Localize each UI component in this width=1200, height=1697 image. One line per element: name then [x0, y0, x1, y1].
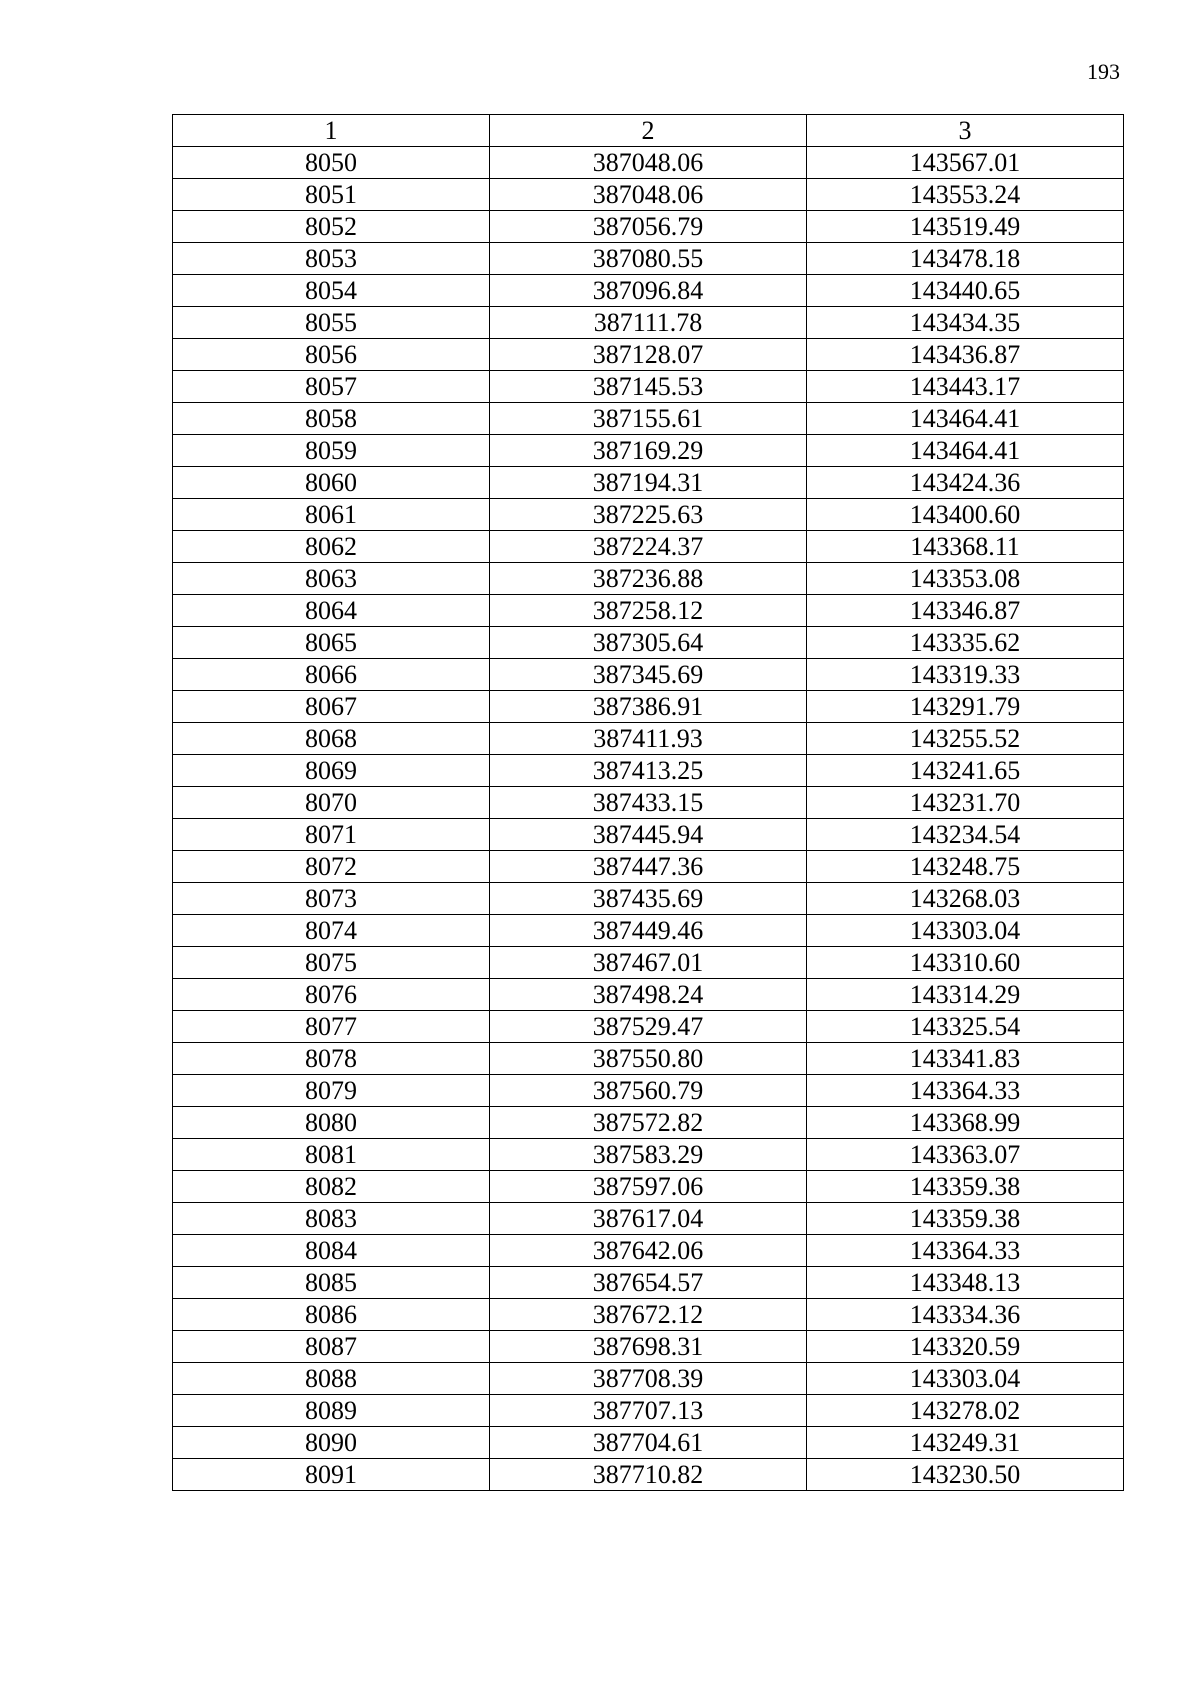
table-cell-col-2: 387698.31	[490, 1331, 807, 1363]
table-row	[173, 563, 1124, 595]
table-cell-col-3: 143436.87	[807, 339, 1124, 371]
table-cell-col-1: 8070	[173, 787, 490, 819]
table-cell-col-2: 387258.12	[490, 595, 807, 627]
table-cell-col-2: 387048.06	[490, 179, 807, 211]
table-cell-col-2: 387447.36	[490, 851, 807, 883]
table-cell-col-1: 8076	[173, 979, 490, 1011]
table-cell-col-3: 143434.35	[807, 307, 1124, 339]
table-row	[173, 1107, 1124, 1139]
table-cell-col-2: 387305.64	[490, 627, 807, 659]
table-cell-col-1: 8082	[173, 1171, 490, 1203]
table-header	[173, 115, 1124, 147]
table-cell-col-2: 387708.39	[490, 1363, 807, 1395]
table-cell-col-2: 387096.84	[490, 275, 807, 307]
table-cell-col-2: 387572.82	[490, 1107, 807, 1139]
table-row	[173, 499, 1124, 531]
table-cell-col-1: 8072	[173, 851, 490, 883]
table-cell-col-1: 8051	[173, 179, 490, 211]
table-row	[173, 179, 1124, 211]
table-cell-col-2: 387642.06	[490, 1235, 807, 1267]
table-cell-col-1: 8071	[173, 819, 490, 851]
table-row	[173, 627, 1124, 659]
table-cell-col-1: 8079	[173, 1075, 490, 1107]
table-cell-col-1: 8055	[173, 307, 490, 339]
table-cell-col-1: 8069	[173, 755, 490, 787]
table-cell-col-2: 387449.46	[490, 915, 807, 947]
table-cell-col-1: 8085	[173, 1267, 490, 1299]
table-cell-col-3: 143241.65	[807, 755, 1124, 787]
table-row	[173, 883, 1124, 915]
table-cell-col-2: 387707.13	[490, 1395, 807, 1427]
table-cell-col-3: 143278.02	[807, 1395, 1124, 1427]
table-row	[173, 307, 1124, 339]
table-cell-col-3: 143400.60	[807, 499, 1124, 531]
table-body	[173, 147, 1124, 1491]
table-cell-col-1: 8088	[173, 1363, 490, 1395]
table-cell-col-3: 143335.62	[807, 627, 1124, 659]
coordinates-table	[172, 114, 1124, 1491]
table-cell-col-2: 387111.78	[490, 307, 807, 339]
table-cell-col-1: 8057	[173, 371, 490, 403]
header-row	[173, 115, 1124, 147]
table-row	[173, 243, 1124, 275]
table-cell-col-3: 143320.59	[807, 1331, 1124, 1363]
table-cell-col-2: 387654.57	[490, 1267, 807, 1299]
table-cell-col-1: 8077	[173, 1011, 490, 1043]
table-cell-col-1: 8056	[173, 339, 490, 371]
table-cell-col-1: 8090	[173, 1427, 490, 1459]
table-row	[173, 1459, 1124, 1491]
table-row	[173, 819, 1124, 851]
table-row	[173, 915, 1124, 947]
table-cell-col-2: 387225.63	[490, 499, 807, 531]
table-cell-col-3: 143440.65	[807, 275, 1124, 307]
table-row	[173, 1395, 1124, 1427]
table-cell-col-3: 143519.49	[807, 211, 1124, 243]
table-cell-col-2: 387529.47	[490, 1011, 807, 1043]
table-cell-col-1: 8075	[173, 947, 490, 979]
table-cell-col-2: 387467.01	[490, 947, 807, 979]
table-cell-col-1: 8066	[173, 659, 490, 691]
table-row	[173, 1363, 1124, 1395]
table-cell-col-3: 143303.04	[807, 915, 1124, 947]
table-cell-col-3: 143303.04	[807, 1363, 1124, 1395]
table-cell-col-3: 143249.31	[807, 1427, 1124, 1459]
table-cell-col-2: 387155.61	[490, 403, 807, 435]
table-row	[173, 339, 1124, 371]
table-cell-col-2: 387236.88	[490, 563, 807, 595]
table-cell-col-3: 143363.07	[807, 1139, 1124, 1171]
table-cell-col-1: 8054	[173, 275, 490, 307]
table-row	[173, 147, 1124, 179]
table-row	[173, 659, 1124, 691]
table-row	[173, 435, 1124, 467]
table-cell-col-3: 143368.99	[807, 1107, 1124, 1139]
table-cell-col-2: 387080.55	[490, 243, 807, 275]
table-row	[173, 275, 1124, 307]
table-row	[173, 691, 1124, 723]
table-cell-col-3: 143319.33	[807, 659, 1124, 691]
table-cell-col-3: 143291.79	[807, 691, 1124, 723]
table-cell-col-3: 143334.36	[807, 1299, 1124, 1331]
table-row	[173, 1139, 1124, 1171]
table-row	[173, 531, 1124, 563]
table-cell-col-2: 387710.82	[490, 1459, 807, 1491]
table-cell-col-3: 143553.24	[807, 179, 1124, 211]
table-row	[173, 1331, 1124, 1363]
table-cell-col-3: 143364.33	[807, 1235, 1124, 1267]
column-header-1: 1	[173, 115, 490, 147]
table-cell-col-2: 387056.79	[490, 211, 807, 243]
table-cell-col-1: 8084	[173, 1235, 490, 1267]
table-row	[173, 723, 1124, 755]
table-row	[173, 1299, 1124, 1331]
table-cell-col-2: 387597.06	[490, 1171, 807, 1203]
table-row	[173, 979, 1124, 1011]
table-cell-col-1: 8091	[173, 1459, 490, 1491]
table-row	[173, 595, 1124, 627]
table-cell-col-3: 143310.60	[807, 947, 1124, 979]
table-cell-col-3: 143248.75	[807, 851, 1124, 883]
table-cell-col-2: 387224.37	[490, 531, 807, 563]
table-row	[173, 787, 1124, 819]
table-cell-col-1: 8081	[173, 1139, 490, 1171]
table-cell-col-2: 387433.15	[490, 787, 807, 819]
table-row	[173, 1171, 1124, 1203]
table-cell-col-2: 387128.07	[490, 339, 807, 371]
table-cell-col-3: 143368.11	[807, 531, 1124, 563]
table-cell-col-1: 8083	[173, 1203, 490, 1235]
table-row	[173, 403, 1124, 435]
table-row	[173, 1203, 1124, 1235]
table-cell-col-1: 8053	[173, 243, 490, 275]
table-cell-col-3: 143464.41	[807, 403, 1124, 435]
table-row	[173, 1427, 1124, 1459]
table-cell-col-3: 143353.08	[807, 563, 1124, 595]
table-cell-col-1: 8064	[173, 595, 490, 627]
table-cell-col-1: 8067	[173, 691, 490, 723]
table-cell-col-3: 143443.17	[807, 371, 1124, 403]
table-cell-col-3: 143230.50	[807, 1459, 1124, 1491]
table-cell-col-2: 387435.69	[490, 883, 807, 915]
table-row	[173, 1267, 1124, 1299]
table-cell-col-2: 387498.24	[490, 979, 807, 1011]
table-cell-col-3: 143478.18	[807, 243, 1124, 275]
table-cell-col-2: 387413.25	[490, 755, 807, 787]
table-cell-col-1: 8050	[173, 147, 490, 179]
table-row	[173, 1235, 1124, 1267]
table-cell-col-3: 143255.52	[807, 723, 1124, 755]
table-row	[173, 1075, 1124, 1107]
page-number: 193	[1087, 59, 1120, 84]
table-cell-col-3: 143359.38	[807, 1203, 1124, 1235]
table-row	[173, 211, 1124, 243]
table-cell-col-3: 143314.29	[807, 979, 1124, 1011]
table-cell-col-3: 143567.01	[807, 147, 1124, 179]
table-cell-col-2: 387445.94	[490, 819, 807, 851]
table-row	[173, 1011, 1124, 1043]
table-cell-col-1: 8063	[173, 563, 490, 595]
table-cell-col-3: 143346.87	[807, 595, 1124, 627]
table-cell-col-2: 387583.29	[490, 1139, 807, 1171]
column-header-3: 3	[807, 115, 1124, 147]
table-row	[173, 947, 1124, 979]
table-cell-col-2: 387345.69	[490, 659, 807, 691]
table-row	[173, 755, 1124, 787]
table-cell-col-3: 143364.33	[807, 1075, 1124, 1107]
table-cell-col-1: 8080	[173, 1107, 490, 1139]
table-cell-col-3: 143325.54	[807, 1011, 1124, 1043]
table-row	[173, 371, 1124, 403]
column-header-2: 2	[490, 115, 807, 147]
table-cell-col-1: 8065	[173, 627, 490, 659]
table-cell-col-2: 387048.06	[490, 147, 807, 179]
table-cell-col-1: 8074	[173, 915, 490, 947]
table-cell-col-2: 387560.79	[490, 1075, 807, 1107]
table-cell-col-2: 387169.29	[490, 435, 807, 467]
table-cell-col-3: 143268.03	[807, 883, 1124, 915]
table-cell-col-1: 8087	[173, 1331, 490, 1363]
table-cell-col-3: 143231.70	[807, 787, 1124, 819]
table-cell-col-1: 8073	[173, 883, 490, 915]
table-cell-col-1: 8078	[173, 1043, 490, 1075]
table-row	[173, 851, 1124, 883]
table-cell-col-3: 143424.36	[807, 467, 1124, 499]
table-cell-col-2: 387386.91	[490, 691, 807, 723]
table-cell-col-3: 143359.38	[807, 1171, 1124, 1203]
table-cell-col-3: 143234.54	[807, 819, 1124, 851]
table-cell-col-1: 8089	[173, 1395, 490, 1427]
table-cell-col-1: 8068	[173, 723, 490, 755]
table-cell-col-2: 387145.53	[490, 371, 807, 403]
table-cell-col-3: 143341.83	[807, 1043, 1124, 1075]
table-cell-col-1: 8052	[173, 211, 490, 243]
table-cell-col-1: 8061	[173, 499, 490, 531]
table-cell-col-2: 387617.04	[490, 1203, 807, 1235]
table-cell-col-2: 387194.31	[490, 467, 807, 499]
table-cell-col-2: 387550.80	[490, 1043, 807, 1075]
table-cell-col-1: 8058	[173, 403, 490, 435]
table-row	[173, 1043, 1124, 1075]
table-row	[173, 467, 1124, 499]
table-cell-col-3: 143464.41	[807, 435, 1124, 467]
table-cell-col-1: 8060	[173, 467, 490, 499]
table-cell-col-2: 387672.12	[490, 1299, 807, 1331]
table-cell-col-1: 8062	[173, 531, 490, 563]
table-cell-col-1: 8086	[173, 1299, 490, 1331]
table-cell-col-2: 387704.61	[490, 1427, 807, 1459]
table-cell-col-1: 8059	[173, 435, 490, 467]
table-cell-col-2: 387411.93	[490, 723, 807, 755]
table-cell-col-3: 143348.13	[807, 1267, 1124, 1299]
